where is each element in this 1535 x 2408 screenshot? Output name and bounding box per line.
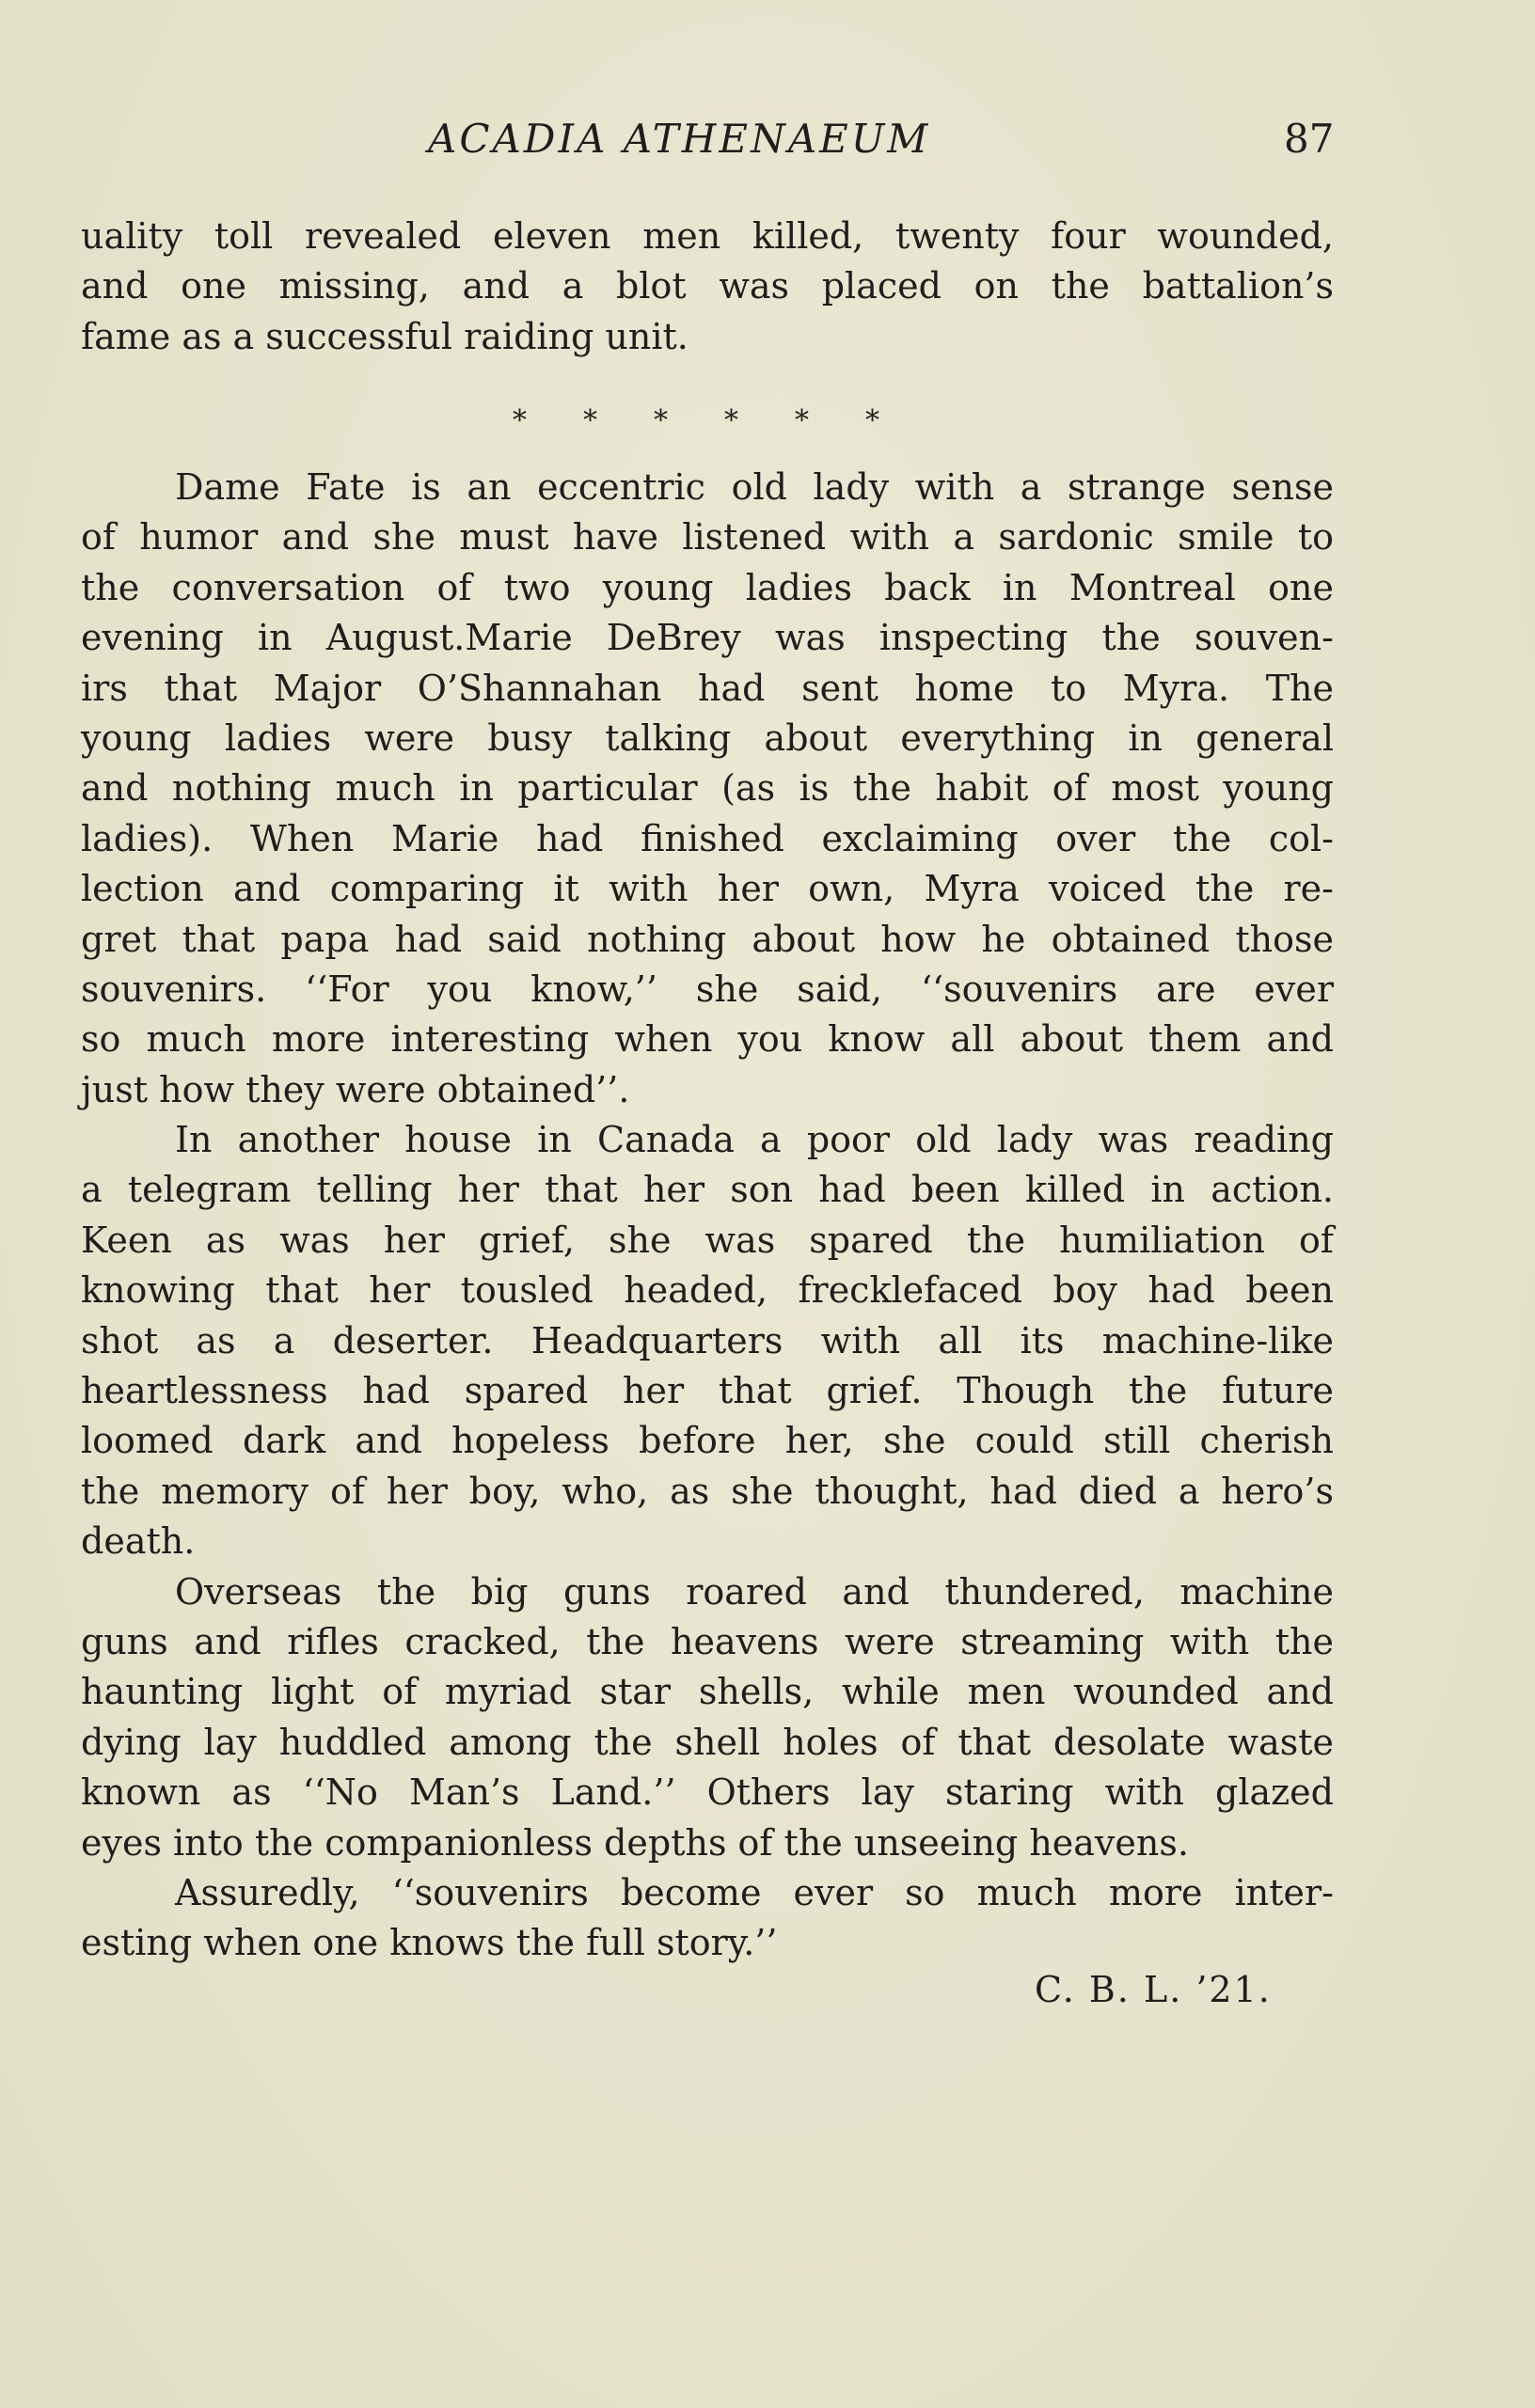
paragraph-overseas xyxy=(81,1567,1334,1868)
section-separator xyxy=(513,402,879,440)
text-line: known as ‘‘No Man’s Land.’’ Others lay staring with glazed xyxy=(81,1771,1334,1814)
author-signature: C. B. L. ’21. xyxy=(1035,1969,1272,2010)
text-line: dying lay huddled among the shell holes of that desolate waste xyxy=(81,1721,1334,1763)
text-line: lection and comparing it with her own, Myra voiced the re- xyxy=(81,868,1334,910)
page-header xyxy=(0,111,1535,167)
text-line: a telegram telling her that her son had been killed in action. xyxy=(81,1169,1334,1211)
text-line: death. xyxy=(81,1520,196,1563)
text-line: of humor and she must have listened with a sardonic smile to xyxy=(81,516,1334,559)
text-line: ladies). When Marie had finished exclaiming over the col- xyxy=(81,817,1334,859)
paragraph-assuredly xyxy=(81,1868,1334,1969)
running-title: ACADIA ATHENAEUM xyxy=(428,116,931,162)
paragraph-dame-fate xyxy=(81,463,1334,1115)
text-line: heartlessness had spared her that grief. Though the future xyxy=(81,1370,1334,1412)
text-line: young ladies were busy talking about everything in general xyxy=(81,716,1334,759)
text-line: uality toll revealed eleven men killed, twenty four wounded, xyxy=(81,215,1334,257)
text-line: haunting light of myriad star shells, while men wounded and xyxy=(81,1671,1334,1713)
paragraph-continuation xyxy=(81,212,1334,362)
text-line: Dame Fate is an eccentric old lady with a strange sense xyxy=(175,466,1334,508)
asterisk: * xyxy=(795,404,809,437)
text-line: evening in August.Marie DeBrey was inspecting the souven- xyxy=(81,617,1334,659)
text-line: knowing that her tousled headed, frecklefaced boy had been xyxy=(81,1269,1334,1312)
text-line: and one missing, and a blot was placed on the battalion’s xyxy=(81,265,1334,307)
text-line: irs that Major O’Shannahan had sent home to Myra. The xyxy=(81,667,1334,709)
text-line: Overseas the big guns roared and thundered, machine xyxy=(175,1570,1334,1613)
text-line: Keen as was her grief, she was spared the humiliation of xyxy=(81,1219,1334,1261)
paragraph-canada-house xyxy=(81,1115,1334,1567)
story-body xyxy=(81,463,1334,1969)
text-line: and nothing much in particular (as is the habit of most young xyxy=(81,767,1334,810)
text-line: loomed dark and hopeless before her, she could still cherish xyxy=(81,1420,1334,1462)
asterisk: * xyxy=(865,404,879,437)
page-number: 87 xyxy=(1284,116,1335,162)
asterisk: * xyxy=(513,404,527,437)
text-line: eyes into the companionless depths of the unseeing heavens. xyxy=(81,1821,1189,1864)
asterisk: * xyxy=(724,404,738,437)
text-line: just how they were obtained’’. xyxy=(81,1068,630,1110)
text-line: gret that papa had said nothing about how he obtained those xyxy=(81,918,1334,960)
asterisk: * xyxy=(583,404,597,437)
text-line: the memory of her boy, who, as she thought, had died a hero’s xyxy=(81,1470,1334,1512)
text-line: fame as a successful raiding unit. xyxy=(81,315,688,357)
asterisk: * xyxy=(654,404,668,437)
text-line: esting when one knows the full story.’’ xyxy=(81,1922,778,1964)
text-line: souvenirs. ‘‘For you know,’’ she said, ‘‘souvenirs are ever xyxy=(81,968,1334,1010)
text-line: Assuredly, ‘‘souvenirs become ever so much more inter- xyxy=(175,1871,1334,1913)
text-line: so much more interesting when you know all about them and xyxy=(81,1018,1334,1061)
text-line: shot as a deserter. Headquarters with all its machine-like xyxy=(81,1319,1334,1361)
text-line: In another house in Canada a poor old lady was reading xyxy=(175,1119,1334,1161)
text-line: the conversation of two young ladies back in Montreal one xyxy=(81,566,1334,608)
text-line: guns and rifles cracked, the heavens were streaming with the xyxy=(81,1620,1334,1662)
